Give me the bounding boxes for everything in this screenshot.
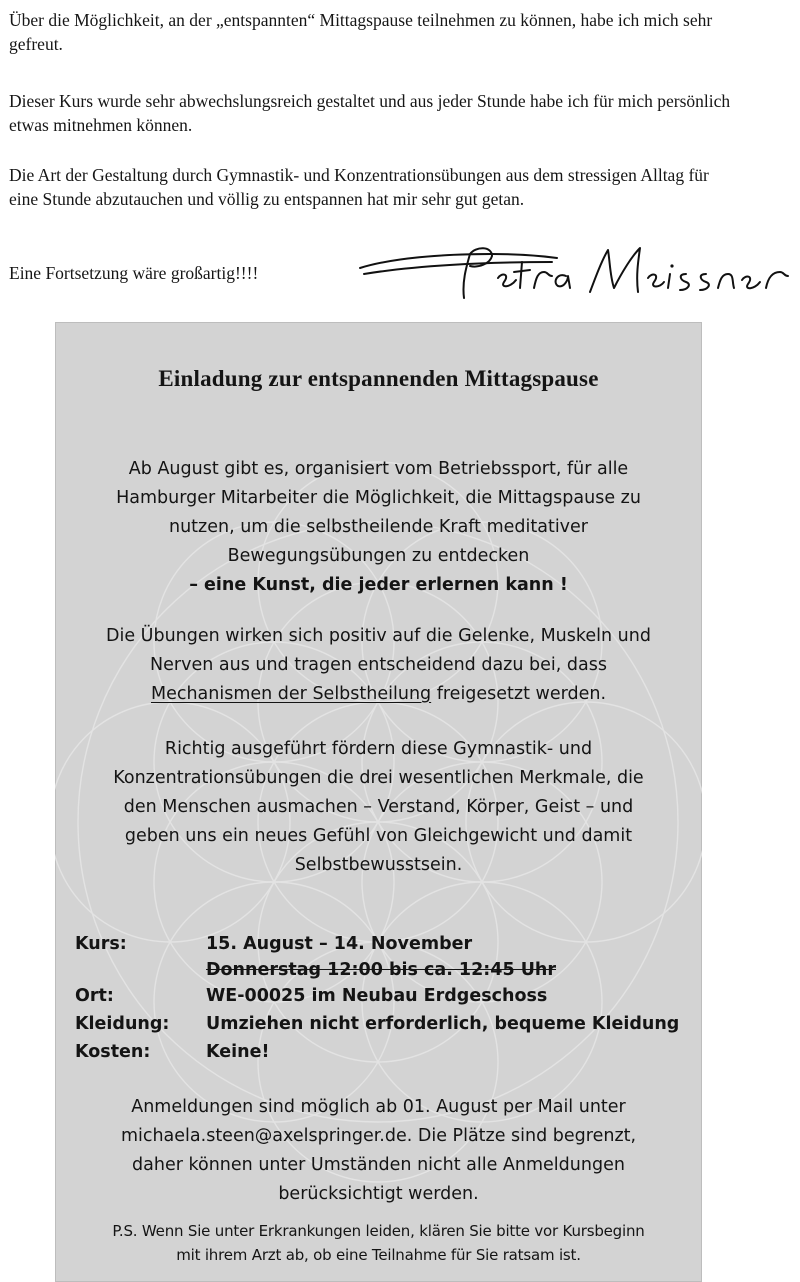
detail-row-time xyxy=(75,956,695,982)
kurs-dates: 15. August – 14. November xyxy=(206,934,473,954)
intro-line-3: nutzen, um die selbstheilende Kraft meditativer xyxy=(168,517,588,537)
letter-paragraph-3: Die Art der Gestaltung durch Gymnastik- und Konzentrationsübungen aus dem stressigen Alltag für eine Stunde abzutauchen und völlig zu entspannen hat mir sehr gut getan. xyxy=(9,165,709,209)
intro-line-1: Ab August gibt es, organisiert vom Betriebssport, für alle xyxy=(128,459,629,479)
letter-paragraph-1: Über die Möglichkeit, an der „entspannten“ Mittagspause teilnehmen zu können, habe ich mich sehr gefreut. xyxy=(9,10,713,54)
intro-line-4: Bewegungsübungen zu entdecken xyxy=(227,546,530,566)
ort-value: WE-00025 im Neubau Erdgeschoss xyxy=(206,986,548,1006)
course-details xyxy=(75,930,695,1066)
effects-block xyxy=(67,622,690,709)
ps-line-1: P.S. Wenn Sie unter Erkrankungen leiden, klären Sie bitte vor Kursbeginn xyxy=(112,1222,645,1240)
postscript xyxy=(65,1219,692,1267)
kleidung-label: Kleidung: xyxy=(75,1014,170,1034)
registration-line-2: michaela.steen@axelspringer.de. Die Plätze sind begrenzt, xyxy=(120,1126,637,1146)
intro-line-2: Hamburger Mitarbeiter die Möglichkeit, die Mittagspause zu xyxy=(116,488,641,508)
benefit-line-1: Richtig ausgeführt fördern diese Gymnastik- und xyxy=(164,739,593,759)
ort-label: Ort: xyxy=(75,986,114,1006)
letter-paragraph-2: Dieser Kurs wurde sehr abwechslungsreich gestaltet und aus jeder Stunde habe ich für mich persönlich etwas mitnehmen können. xyxy=(9,91,731,135)
handwritten-signature xyxy=(352,232,800,312)
kurs-label: Kurs: xyxy=(75,934,127,954)
registration-block xyxy=(67,1093,690,1209)
detail-row-ort xyxy=(75,982,695,1010)
effects-line-1: Die Übungen wirken sich positiv auf die Gelenke, Muskeln und xyxy=(106,626,651,646)
registration-line-3: daher können unter Umständen nicht alle Anmeldungen xyxy=(132,1155,625,1175)
kosten-value: Keine! xyxy=(206,1042,270,1062)
kurs-time-struck: Donnerstag 12:00 bis ca. 12:45 Uhr xyxy=(206,960,557,980)
effects-line-end: freigesetzt werden. xyxy=(431,684,607,704)
detail-row-kleidung xyxy=(75,1010,695,1038)
benefit-block xyxy=(67,735,690,880)
effects-underlined-phrase: Mechanismen der Selbstheilung xyxy=(150,684,432,704)
intro-block xyxy=(67,455,690,600)
kleidung-value: Umziehen nicht erforderlich, bequeme Kleidung xyxy=(206,1014,680,1034)
intro-emphasis: – eine Kunst, die jeder erlernen kann ! xyxy=(189,575,568,595)
benefit-line-3: den Menschen ausmachen – Verstand, Körper, Geist – und xyxy=(123,797,634,817)
benefit-line-2: Konzentrationsübungen die drei wesentlichen Merkmale, die xyxy=(113,768,644,788)
ps-line-2: mit ihrem Arzt ab, ob eine Teilnahme für Sie ratsam ist. xyxy=(176,1246,581,1264)
effects-line-2: Nerven aus und tragen entscheidend dazu bei, dass xyxy=(150,655,607,675)
detail-row-kurs xyxy=(75,930,695,956)
registration-line-1: Anmeldungen sind möglich ab 01. August per Mail unter xyxy=(131,1097,626,1117)
invitation-flyer xyxy=(55,322,702,1282)
effects-line-3 xyxy=(67,680,690,709)
benefit-line-5: Selbstbewusstsein. xyxy=(294,855,463,875)
benefit-line-4: geben uns ein neues Gefühl von Gleichgewicht und damit xyxy=(124,826,633,846)
kosten-label: Kosten: xyxy=(75,1042,151,1062)
registration-line-4: berücksichtigt werden. xyxy=(278,1184,479,1204)
letter-closing: Eine Fortsetzung wäre großartig!!!! xyxy=(9,263,259,283)
flyer-title: Einladung zur entspannenden Mittagspause xyxy=(158,366,599,391)
detail-row-kosten xyxy=(75,1038,695,1066)
